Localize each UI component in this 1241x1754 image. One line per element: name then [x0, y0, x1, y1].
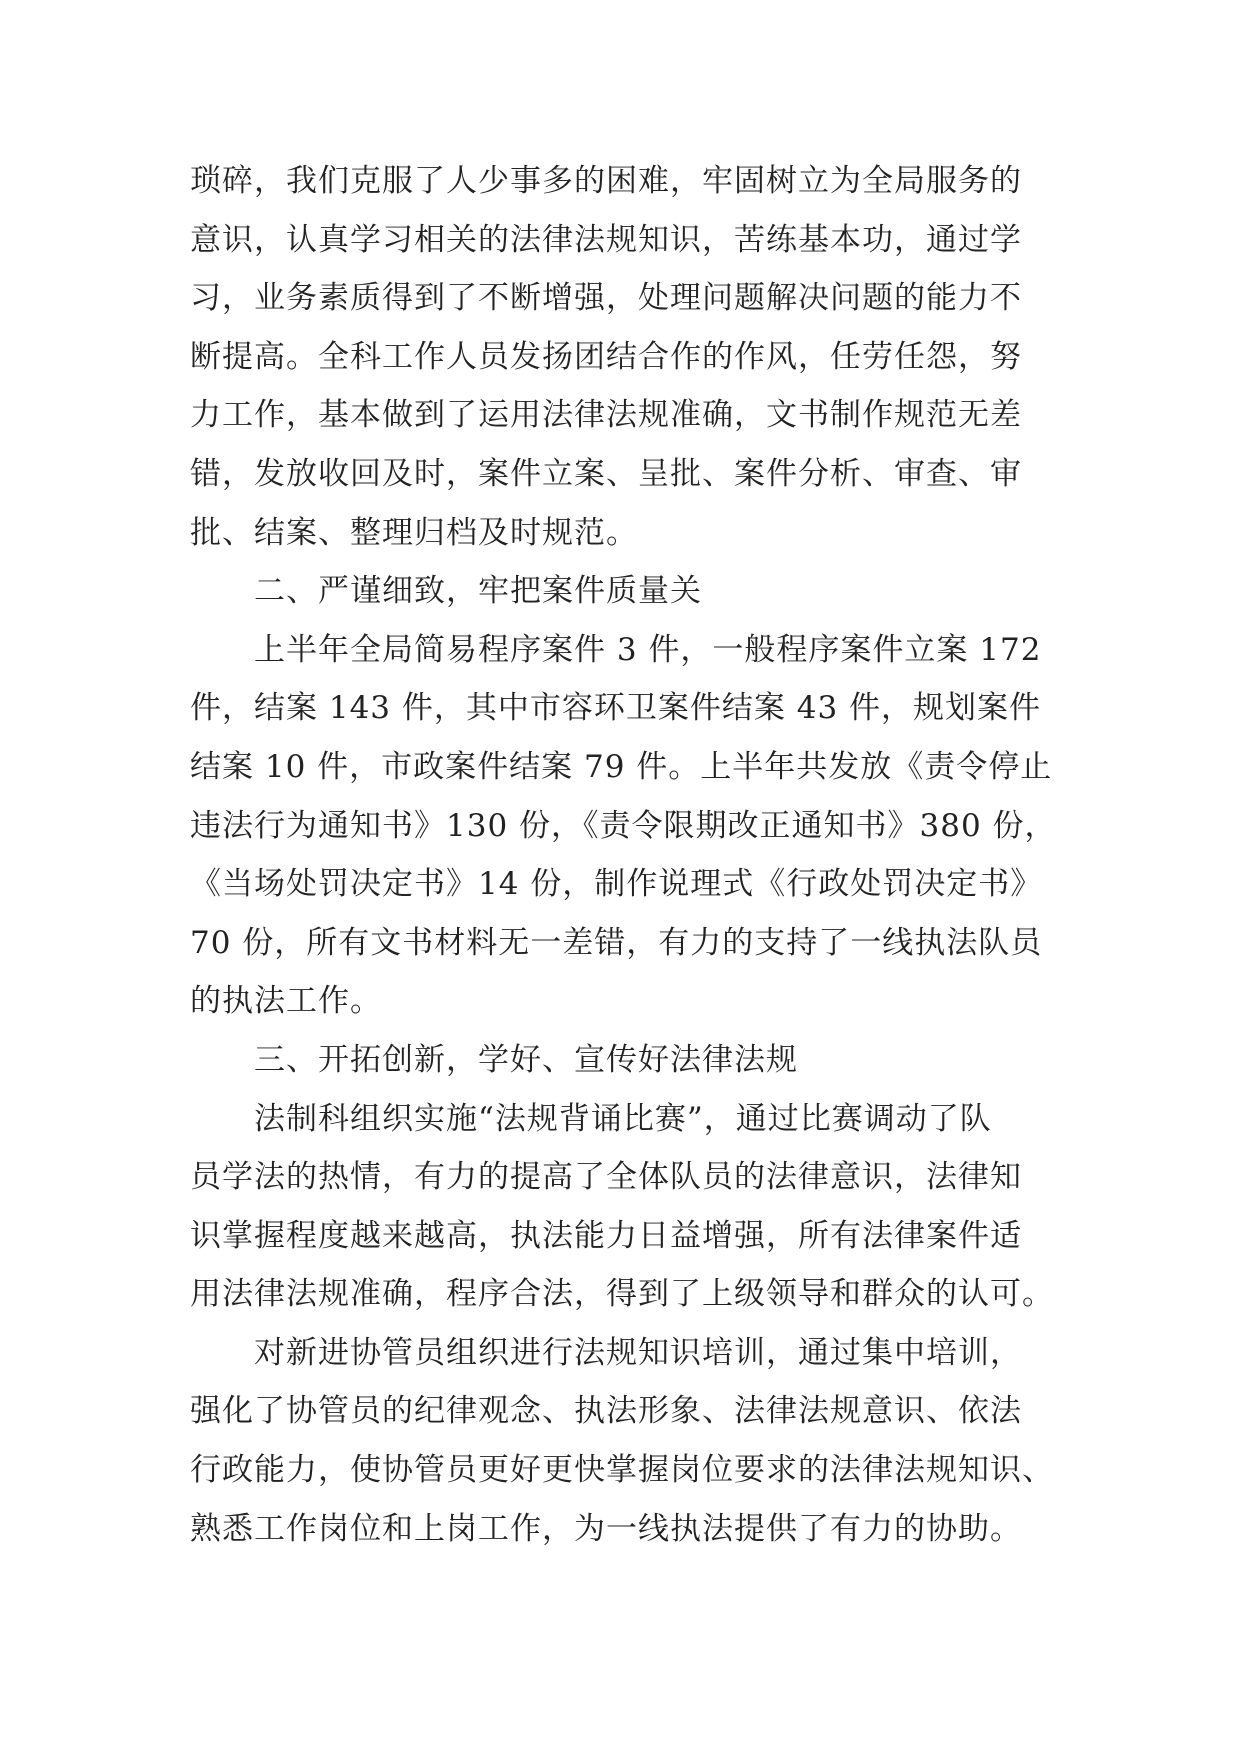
paragraph-2-line-1: 上半年全局简易程序案件 3 件，一般程序案件立案 172 [254, 631, 1042, 668]
paragraph-1-line-7: 批、结案、整理归档及时规范。 [190, 514, 638, 551]
paragraph-2-line-5: 《当场处罚决定书》14 份，制作说理式《行政处罚决定书》 [190, 866, 1043, 903]
paragraph-1-line-3: 习，业务素质得到了不断增强，处理问题解决问题的能力不 [190, 280, 1022, 317]
document-body [190, 152, 1057, 1558]
paragraph-3-line-1: 法制科组织实施“法规背诵比赛”，通过比赛调动了队 [254, 1100, 992, 1137]
paragraph-1-line-5: 力工作，基本做到了运用法律法规准确，文书制作规范无差 [190, 397, 1022, 434]
paragraph-3-line-2: 员学法的热情，有力的提高了全体队员的法律意识，法律知 [190, 1159, 1022, 1196]
paragraph-2-line-2: 件，结案 143 件，其中市容环卫案件结案 43 件，规划案件 [190, 690, 1042, 727]
paragraph-2-line-3: 结案 10 件，市政案件结案 79 件。上半年共发放《责令停止 [190, 748, 1053, 785]
paragraph-2-line-7: 的执法工作。 [190, 983, 382, 1020]
paragraph-2-line-4: 违法行为通知书》130 份，《责令限期改正通知书》380 份， [190, 807, 1057, 844]
section-heading-3: 三、开拓创新，学好、宣传好法律法规 [254, 1041, 798, 1078]
paragraph-4-line-3: 行政能力，使协管员更好更快掌握岗位要求的法律法规知识、 [190, 1452, 1054, 1489]
paragraph-2-line-6: 70 份，所有文书材料无一差错，有力的支持了一线执法队员 [190, 924, 1043, 961]
paragraph-3-line-4: 用法律法规准确，程序合法，得到了上级领导和群众的认可。 [190, 1276, 1054, 1313]
paragraph-1-line-6: 错，发放收回及时，案件立案、呈批、案件分析、审查、审 [190, 455, 1022, 492]
paragraph-4-line-4: 熟悉工作岗位和上岗工作，为一线执法提供了有力的协助。 [190, 1510, 1022, 1547]
paragraph-4-line-1: 对新进协管员组织进行法规知识培训，通过集中培训， [254, 1334, 1022, 1371]
paragraph-3-line-3: 识掌握程度越来越高，执法能力日益增强，所有法律案件适 [190, 1217, 1022, 1254]
paragraph-1-line-2: 意识，认真学习相关的法律法规知识，苦练基本功，通过学 [190, 221, 1022, 258]
paragraph-1-line-1: 琐碎，我们克服了人少事多的困难，牢固树立为全局服务的 [190, 163, 1022, 199]
paragraph-1-line-4: 断提高。全科工作人员发扬团结合作的作风，任劳任怨，努 [190, 338, 1022, 375]
section-heading-2: 二、严谨细致，牢把案件质量关 [254, 573, 702, 610]
paragraph-4-line-2: 强化了协管员的纪律观念、执法形象、法律法规意识、依法 [190, 1393, 1022, 1430]
